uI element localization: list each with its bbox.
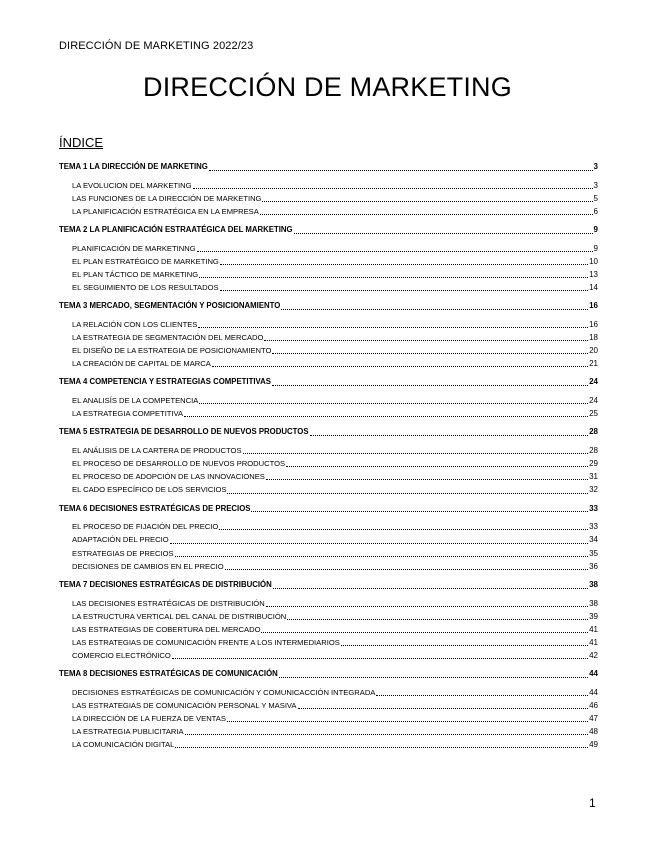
toc-subentry-page: 42: [589, 650, 598, 660]
toc-topic-label: TEMA 5 ESTRATEGIA DE DESARROLLO DE NUEVOS PRODUCTOS: [59, 427, 309, 437]
toc-subentry-page: 29: [589, 459, 598, 469]
toc-subentry-label: LA EVOLUCION DEL MARKETING: [72, 180, 192, 190]
toc-subentry-label: EL DISEÑO DE LA ESTRATEGIA DE POSICIONAMIENTO: [72, 346, 272, 356]
toc-topic-entry[interactable]: [59, 578, 598, 592]
dot-leader: [209, 170, 593, 171]
toc-topic-page: 28: [589, 427, 598, 437]
toc-subentry-page: 44: [589, 687, 598, 697]
dot-leader: [193, 188, 593, 189]
toc-subentry[interactable]: [59, 520, 598, 533]
toc-subentry-page: 16: [589, 320, 598, 330]
toc-subentry-label: ESTRATEGIAS DE PRECIOS: [72, 548, 174, 558]
toc-subentry-page: 41: [589, 637, 598, 647]
dot-leader: [243, 453, 589, 454]
dot-leader: [266, 606, 588, 607]
toc-subentry[interactable]: [59, 192, 598, 205]
toc-subentry[interactable]: [59, 357, 598, 370]
dot-leader: [273, 588, 588, 589]
toc-subentry-page: 28: [589, 446, 598, 456]
toc-subentry-page: 13: [589, 270, 598, 280]
dot-leader: [251, 511, 588, 512]
toc-subentry[interactable]: [59, 255, 598, 268]
table-of-contents: [59, 160, 598, 756]
toc-subentry-label: ADAPTACIÓN DEL PRECIO: [72, 535, 169, 545]
toc-subentry-label: LA ESTRATEGIA COMPETITIVA: [72, 409, 184, 419]
toc-subentry-label: PLANIFICACIÓN DE MARKETINNG: [72, 243, 196, 253]
toc-subentry-page: 48: [589, 727, 598, 737]
toc-subentry[interactable]: [59, 636, 598, 649]
toc-topic-page: 38: [589, 579, 598, 589]
toc-topic-label: TEMA 1 LA DIRECCIÓN DE MARKETING: [59, 162, 208, 171]
toc-subentry[interactable]: [59, 610, 598, 623]
toc-topic-page: 9: [593, 225, 598, 235]
toc-subentry[interactable]: [59, 712, 598, 725]
dot-leader: [184, 416, 588, 417]
toc-subentry[interactable]: [59, 331, 598, 344]
toc-subentry[interactable]: [59, 597, 598, 610]
toc-topic-entry[interactable]: [59, 375, 598, 389]
toc-subentry-page: 39: [589, 611, 598, 621]
toc-subentry[interactable]: [59, 483, 598, 496]
toc-topic-label: TEMA 2 LA PLANIFICACIÓN ESTRAATÉGICA DEL MARKETING: [59, 225, 293, 235]
toc-subentry-page: 34: [589, 535, 598, 545]
dot-leader: [294, 233, 593, 234]
toc-subentry-page: 18: [589, 333, 598, 343]
dot-leader: [279, 677, 588, 678]
document-title: DIRECCIÓN DE MARKETING: [143, 72, 512, 102]
toc-subentry[interactable]: [59, 560, 598, 573]
toc-topic-entry[interactable]: [59, 425, 598, 439]
toc-section: [59, 299, 598, 375]
toc-topic-page: 16: [589, 301, 598, 311]
dot-leader: [175, 556, 589, 557]
toc-topic-label: TEMA 8 DECISIONES ESTRATÉGICAS DE COMUNICACIÓN: [59, 669, 278, 679]
dot-leader: [262, 201, 592, 202]
toc-subentry-label: LA COMUNICACIÓN DIGITAL: [72, 740, 175, 750]
dot-leader: [260, 214, 593, 215]
toc-subentry-page: 25: [589, 409, 598, 419]
dot-leader: [197, 251, 593, 252]
toc-subentry[interactable]: [59, 344, 598, 357]
toc-section: [59, 502, 598, 578]
toc-subentry-label: LA RELACIÓN CON LOS CLIENTES: [72, 320, 198, 330]
toc-section: [59, 425, 598, 501]
dot-leader: [227, 493, 588, 494]
toc-subentry-label: LAS ESTRATEGIAS DE COBERTURA DEL MERCADO: [72, 624, 261, 634]
toc-subentry-label: COMERCIO ELECTRÓNICO: [72, 650, 171, 660]
dot-leader: [185, 734, 589, 735]
dot-leader: [227, 721, 588, 722]
toc-topic-label: TEMA 6 DECISIONES ESTRATÉGICAS DE PRECIOS: [59, 503, 251, 513]
dot-leader: [264, 340, 588, 341]
toc-subentry[interactable]: [59, 242, 598, 255]
toc-subentry[interactable]: [59, 686, 598, 699]
toc-subentry-page: 21: [589, 359, 598, 369]
toc-topic-entry[interactable]: [59, 223, 598, 237]
toc-subentry[interactable]: [59, 649, 598, 662]
toc-subentry-label: LAS ESTRATEGIAS DE COMUNICACIÓN PERSONAL Y MASIVA: [72, 700, 297, 710]
toc-subentry-label: EL PROCESO DE ADOPCIÓN DE LAS INNOVACIONES: [72, 472, 265, 482]
toc-topic-page: 3: [593, 162, 598, 171]
toc-subentry-page: 5: [593, 193, 598, 203]
toc-subentry[interactable]: [59, 547, 598, 560]
toc-section: [59, 160, 598, 223]
toc-topic-entry[interactable]: [59, 502, 598, 516]
toc-subentry-page: 10: [589, 256, 598, 266]
toc-topic-page: 24: [589, 377, 598, 387]
toc-topic-entry[interactable]: [59, 299, 598, 313]
toc-subentry-label: LA DIRECCIÓN DE LA FUERZA DE VENTAS: [72, 714, 226, 723]
toc-subentry-label: LA ESTRUCTURA VERTICAL DEL CANAL DE DISTRIBUCIÓN: [72, 611, 287, 621]
toc-subentry-page: 41: [589, 624, 598, 634]
toc-subentry[interactable]: [59, 470, 598, 483]
toc-subentry-page: 9: [593, 243, 598, 253]
dot-leader: [310, 435, 589, 436]
toc-subentry-page: 14: [589, 283, 598, 293]
dot-leader: [225, 569, 588, 570]
dot-leader: [286, 466, 588, 467]
toc-subentry-label: EL ANALISÍS DE LA COMPETENCIA: [72, 396, 199, 406]
toc-subentry-page: 33: [589, 522, 598, 532]
toc-subentry[interactable]: [59, 444, 598, 457]
dot-leader: [220, 264, 588, 265]
toc-subentry-label: DECISIONES DE CAMBIOS EN EL PRECIO: [72, 561, 224, 571]
running-header: DIRECCIÓN DE MARKETING 2022/23: [59, 40, 254, 52]
toc-topic-entry[interactable]: [59, 667, 598, 681]
dot-leader: [261, 632, 588, 633]
toc-section: [59, 223, 598, 299]
dot-leader: [198, 327, 588, 328]
toc-subentry[interactable]: [59, 738, 598, 751]
dot-leader: [199, 403, 588, 404]
toc-topic-label: TEMA 4 COMPETENCIA Y ESTRATEGIAS COMPETITIVAS: [59, 377, 271, 387]
toc-subentry-label: EL PROCESO DE DESARROLLO DE NUEVOS PRODUCTOS: [72, 459, 286, 469]
toc-subentry[interactable]: [59, 457, 598, 470]
toc-subentry-label: EL PLAN TÁCTICO DE MARKETING: [72, 270, 199, 280]
dot-leader: [219, 529, 588, 530]
toc-topic-label: TEMA 7 DECISIONES ESTRATÉGICAS DE DISTRIBUCIÓN: [59, 579, 272, 589]
toc-section: [59, 667, 598, 756]
toc-subentry[interactable]: [59, 623, 598, 636]
toc-subentry-label: DECISIONES ESTRATÉGICAS DE COMUNICACIÓN Y COMUNICACCIÓN INTEGRADA: [72, 687, 376, 697]
dot-leader: [212, 366, 588, 367]
toc-subentry-page: 24: [589, 396, 598, 406]
toc-subentry-label: LAS FUNCIONES DE LA DIRECCIÓN DE MARKETING: [72, 193, 262, 203]
toc-subentry-label: LAS ESTRATEGIAS DE COMUNICACIÓN FRENTE A LOS INTERMEDIARIOS: [72, 637, 340, 647]
dot-leader: [170, 543, 588, 544]
toc-topic-page: 44: [589, 669, 598, 679]
dot-leader: [341, 645, 588, 646]
toc-subentry-label: LAS DECISIONES ESTRATÉGICAS DE DISTRIBUCIÓN: [72, 598, 265, 608]
dot-leader: [272, 385, 588, 386]
toc-subentry[interactable]: [59, 268, 598, 281]
dot-leader: [272, 353, 588, 354]
toc-subentry[interactable]: [59, 281, 598, 294]
toc-subentry[interactable]: [59, 725, 598, 738]
toc-subentry-label: LA ESTRATEGIA DE SEGMENTACIÓN DEL MERCADO: [72, 333, 264, 343]
toc-subentry-label: EL CADO ESPECÍFICO DE LOS SERVICIOS: [72, 485, 227, 495]
dot-leader: [175, 747, 588, 748]
toc-subentry-page: 38: [589, 598, 598, 608]
toc-subentry-page: 49: [589, 740, 598, 750]
toc-subentry-page: 20: [589, 346, 598, 356]
toc-subentry-page: 47: [589, 714, 598, 723]
toc-subentry-page: 46: [589, 700, 598, 710]
toc-subentry-label: EL PROCESO DE FIJACIÓN DEL PRECIO: [72, 522, 219, 532]
toc-topic-entry[interactable]: [59, 160, 598, 174]
toc-subentry[interactable]: [59, 318, 598, 331]
toc-subentry-page: 31: [589, 472, 598, 482]
dot-leader: [199, 277, 588, 278]
toc-section: [59, 578, 598, 667]
dot-leader: [298, 708, 589, 709]
toc-subentry-page: 35: [589, 548, 598, 558]
toc-subentry-label: EL ANÁLISIS DE LA CARTERA DE PRODUCTOS: [72, 446, 242, 456]
toc-subentry[interactable]: [59, 407, 598, 420]
toc-topic-page: 33: [589, 503, 598, 513]
page-number: 1: [589, 796, 596, 810]
toc-topic-label: TEMA 3 MERCADO, SEGMENTACIÓN Y POSICIONAMIENTO: [59, 301, 281, 311]
toc-subentry-label: EL SEGUIMIENTO DE LOS RESULTADOS: [72, 283, 219, 293]
toc-subentry[interactable]: [59, 394, 598, 407]
toc-subentry-page: 3: [593, 180, 598, 190]
toc-subentry-label: EL PLAN ESTRATÉGICO DE MARKETING: [72, 256, 219, 266]
toc-subentry[interactable]: [59, 533, 598, 546]
toc-subentry-page: 6: [593, 206, 598, 216]
toc-section: [59, 375, 598, 425]
toc-subentry-label: LA CREACIÓN DE CAPITAL DE MARCA: [72, 359, 211, 369]
toc-subentry-label: LA ESTRATEGIA PUBLICITARIA: [72, 727, 184, 737]
dot-leader: [376, 695, 588, 696]
dot-leader: [220, 290, 589, 291]
dot-leader: [266, 479, 588, 480]
toc-subentry-label: LA PLANIFICACIÓN ESTRATÉGICA EN LA EMPRESA: [72, 206, 259, 216]
dot-leader: [172, 658, 588, 659]
toc-subentry[interactable]: [59, 699, 598, 712]
dot-leader: [281, 309, 588, 310]
toc-subentry[interactable]: [59, 179, 598, 192]
index-heading: ÍNDICE: [59, 135, 104, 150]
toc-subentry[interactable]: [59, 205, 598, 218]
toc-subentry-page: 32: [589, 485, 598, 495]
toc-subentry-page: 36: [589, 561, 598, 571]
dot-leader: [287, 619, 588, 620]
